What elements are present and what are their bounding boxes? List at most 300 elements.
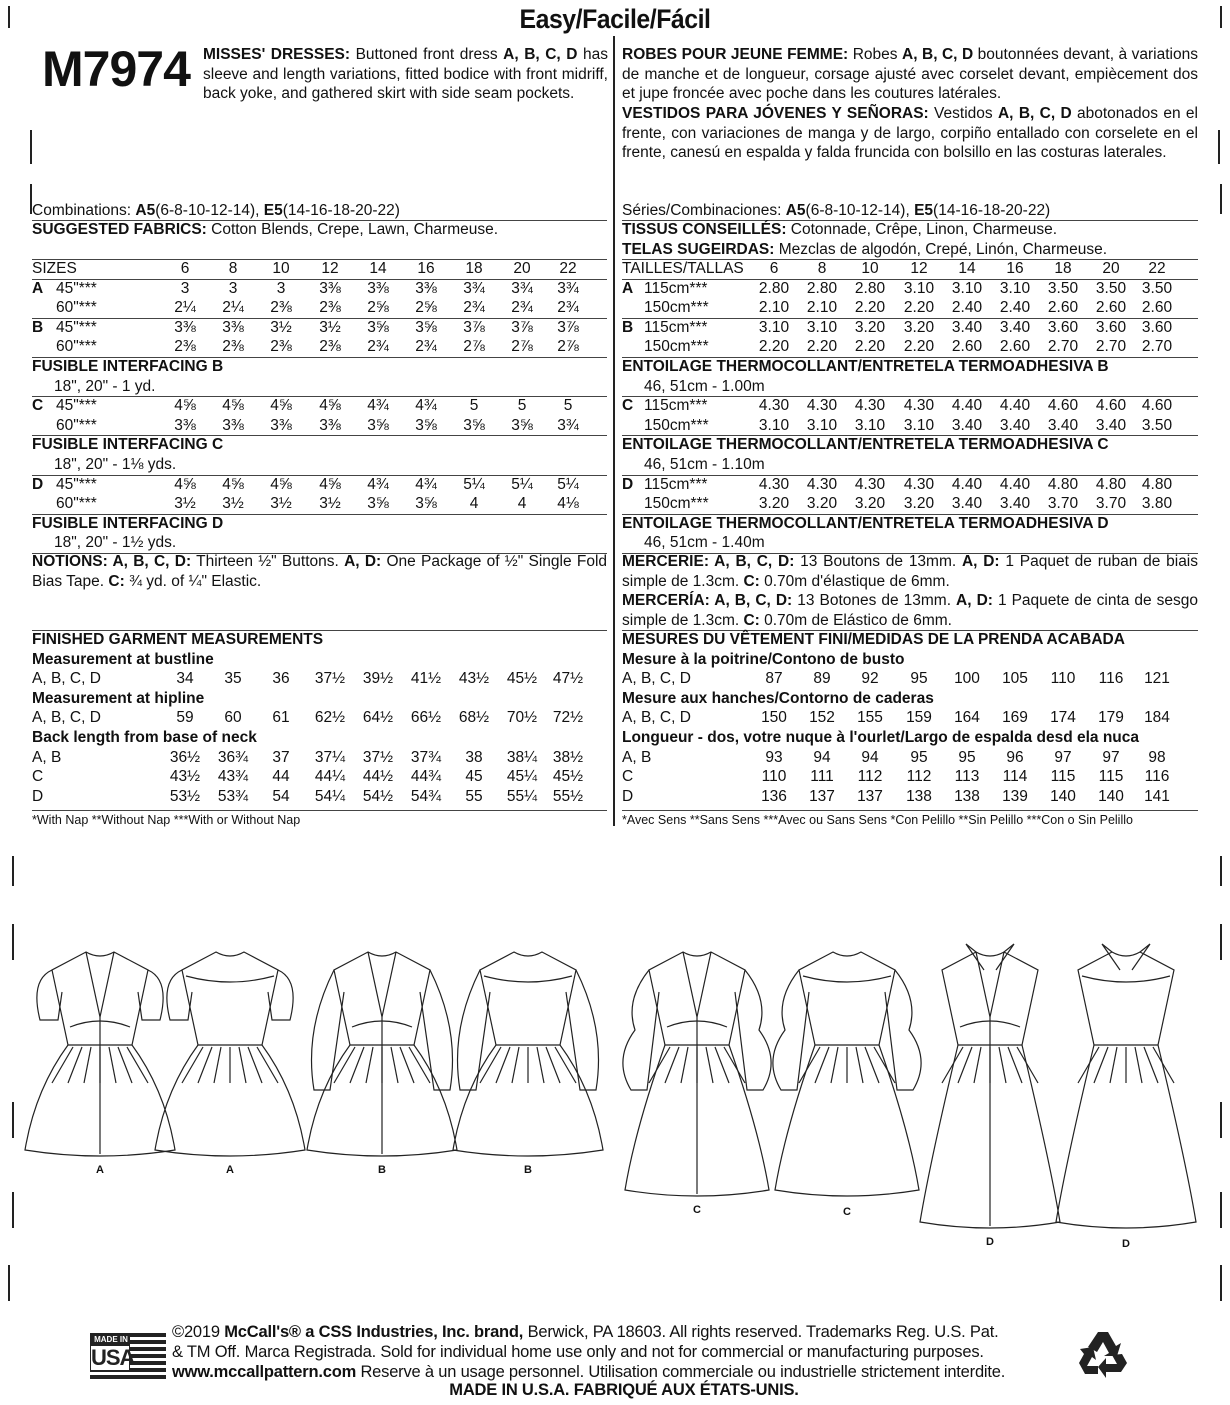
yardage-value: 4.40: [999, 475, 1031, 493]
measurement-value: 36: [272, 670, 290, 688]
interfacing-label-row: [32, 357, 607, 377]
measurement-value: 121: [1144, 670, 1170, 688]
measurement-value: 138: [906, 787, 932, 805]
measurement-value: 115: [1050, 768, 1076, 786]
notions-text-part: 1 Paquet de ruban de biais simple de 1.3cm.: [622, 553, 1199, 590]
yardage-value: 3½: [270, 318, 292, 336]
measurement-value: 87: [765, 670, 783, 688]
notions-text-part: 0.70m d'élastique de 6mm.: [759, 572, 950, 590]
yardage-value: 3.40: [951, 416, 983, 434]
notions-text-part: 13 Boutons de 13mm.: [794, 553, 962, 570]
sleeve-right: [885, 970, 921, 1090]
sizes-header-row: [622, 259, 1198, 279]
sleeve-left: [312, 970, 345, 1090]
measurement-value: 115: [1098, 768, 1124, 786]
skirt-gather: [512, 1047, 519, 1083]
size-value: 8: [817, 260, 827, 277]
yardage-row: [622, 298, 1198, 318]
yardage-value: 3⅝: [415, 416, 437, 434]
nap-note-row: [622, 811, 1198, 831]
yardage-value: 2⅞: [463, 338, 485, 356]
yardage-value: 3¾: [557, 279, 579, 297]
measurement-value: 113: [954, 768, 980, 786]
copyright-year: ©2019: [172, 1323, 225, 1341]
measurement-views: A, B, C, D: [32, 670, 101, 688]
measurement-value: 61: [272, 709, 290, 727]
garment-illustrations: [0, 940, 1230, 1260]
skirt-gather: [109, 1047, 116, 1083]
description-text: Robes: [848, 46, 902, 63]
measurement-value: 94: [861, 748, 879, 766]
combo-a: A5: [135, 202, 156, 219]
yardage-value: 2⅝: [367, 299, 389, 317]
measurement-value: 138: [954, 787, 980, 805]
measurement-row: [32, 767, 607, 787]
view-label: C: [693, 1204, 701, 1216]
yardage-value: 2.80: [806, 279, 838, 297]
measurement-value: 89: [813, 670, 831, 688]
skirt-gather: [1135, 1047, 1142, 1083]
measurement-value: 70½: [506, 709, 538, 727]
yardage-value: 3.10: [903, 416, 935, 434]
yardage-value: 2.60: [951, 338, 983, 356]
size-value: 16: [417, 260, 435, 277]
measurement-value: 45½: [506, 670, 538, 688]
yardage-value: 2¾: [463, 299, 485, 317]
yardage-value: 3.40: [999, 318, 1031, 336]
yardage-value: 2⅜: [270, 338, 292, 356]
yardage-value: 4.80: [1047, 475, 1079, 493]
measurement-value: 44: [272, 768, 290, 786]
yardage-value: 2.80: [854, 279, 886, 297]
description-views: A, B, C, D: [997, 105, 1072, 122]
measurement-value: 93: [765, 748, 783, 766]
yardage-value: 4⅝: [222, 475, 244, 493]
measurement-label-row: [32, 728, 607, 748]
sleeve-left: [623, 970, 659, 1090]
yardage-value: 2¾: [511, 299, 533, 317]
column-divider: [613, 36, 615, 826]
yardage-value: 3: [276, 279, 286, 297]
yardage-value: 3.40: [1047, 416, 1079, 434]
yardage-row: [32, 318, 607, 338]
measurement-value: 95: [910, 748, 928, 766]
size-value: 14: [369, 260, 387, 277]
description-title: VESTIDOS PARA JÓVENES Y SEÑORAS:: [622, 105, 929, 122]
interfacing-amount-row: [32, 377, 607, 397]
yardage-value: 3.20: [854, 318, 886, 336]
sleeve-left: [773, 970, 809, 1090]
size-value: 10: [272, 260, 290, 277]
combo-e-sizes: (14-16-18-20-22): [282, 202, 400, 219]
notions-text-part: 0.70m de Elástico de 6mm.: [759, 611, 952, 629]
skirt-gather: [84, 1047, 91, 1083]
sleeve-right: [420, 970, 453, 1090]
measurement-row: [622, 708, 1198, 728]
measurement-value: 92: [861, 670, 879, 688]
yardage-value: 3⅜: [415, 279, 437, 297]
combinations-label: Combinations:: [32, 202, 136, 219]
yardage-value: 2.10: [758, 299, 790, 317]
skirt-gather: [214, 1047, 221, 1083]
yardage-value: 3.20: [758, 495, 790, 513]
notions-views: C:: [743, 572, 760, 590]
yardage-row: [622, 337, 1198, 357]
yardage-value: 3⅝: [367, 495, 389, 513]
yardage-value: 2.20: [854, 338, 886, 356]
measurement-row: [32, 708, 607, 728]
fabric-width: 60"***: [56, 495, 97, 513]
fabrics-label: SUGGESTED FABRICS:: [32, 221, 207, 238]
measurement-value: 116: [1098, 670, 1124, 688]
fabrics-line-es: [622, 240, 1198, 260]
yardage-value: 3.10: [806, 318, 838, 336]
measurement-label: Longueur - dos, votre nuque à l'ourlet/Largo de espalda desd ela nuca: [622, 729, 1139, 746]
yardage-value: 4.80: [1141, 475, 1173, 493]
yardage-row: [32, 396, 607, 416]
description-english: [203, 45, 608, 104]
fabric-width: 45"***: [56, 397, 97, 415]
yardage-value: 4: [469, 495, 479, 513]
collar: [966, 944, 984, 970]
notions-views: A, D:: [344, 553, 382, 570]
yardage-value: 4⅝: [270, 397, 292, 415]
yardage-value: 3.70: [1047, 495, 1079, 513]
fabric-width: 60"***: [56, 338, 97, 356]
skirt-gather: [537, 1047, 544, 1083]
yardage-value: 5¼: [511, 475, 533, 493]
size-value: 8: [228, 260, 238, 277]
yardage-value: 2.20: [854, 299, 886, 317]
measurement-value: 54¼: [314, 787, 346, 805]
notions-text: [32, 552, 607, 591]
fabric-width: 45"***: [56, 318, 97, 336]
yardage-value: 4.30: [758, 475, 790, 493]
measurement-value: 68½: [458, 709, 490, 727]
sleeve-right: [735, 970, 771, 1090]
yardage-value: 4.30: [903, 397, 935, 415]
measurement-row: [622, 787, 1198, 807]
yardage-value: 5: [517, 397, 527, 415]
yardage-value: 2¾: [557, 299, 579, 317]
sleeve-left: [167, 970, 192, 1020]
measurements-title-row: [622, 630, 1198, 650]
v-neckline: [86, 952, 114, 1017]
measurement-value: 36¾: [217, 748, 249, 766]
yardage-value: 3¾: [463, 279, 485, 297]
yardage-value: 3⅜: [270, 416, 292, 434]
yardage-value: 3⅝: [367, 416, 389, 434]
yardage-value: 2⅜: [174, 338, 196, 356]
notions-views: A, D:: [956, 592, 993, 609]
measurement-label-row: [622, 650, 1198, 670]
yardage-value: 3.10: [999, 279, 1031, 297]
yardage-value: 5¼: [557, 475, 579, 493]
notions-text-part: 13 Botones de 13mm.: [792, 592, 957, 609]
measurement-value: 43½: [169, 768, 201, 786]
yardage-row: [622, 494, 1198, 514]
measurement-value: 64½: [362, 709, 394, 727]
fabrics-text: Cotonnade, Crêpe, Linon, Charmeuse.: [786, 221, 1058, 238]
nap-note-row: [32, 811, 607, 831]
view-letter: B: [32, 318, 44, 336]
size-value: 6: [769, 260, 779, 277]
yardage-value: 2.60: [1141, 299, 1173, 317]
size-value: 20: [513, 260, 531, 277]
size-value: 6: [180, 260, 190, 277]
view-letter: D: [622, 475, 634, 493]
description-text: abotonados en el frente, con variaciones de manga y de largo, corpiño entallado con corselete en el frente, canesú en espalda y falda fruncida con bolsillo en las costuras laterales.: [622, 105, 1198, 162]
back-yoke: [1082, 976, 1170, 982]
measurement-value: 95: [958, 748, 976, 766]
website-link[interactable]: www.mccallpattern.com: [172, 1363, 357, 1381]
yardage-value: 3⅝: [415, 318, 437, 336]
description-title: MISSES' DRESSES:: [203, 46, 351, 63]
view-letter: A: [32, 279, 44, 297]
yardage-value: 3⅜: [174, 318, 196, 336]
combo-e-sizes: (14-16-18-20-22): [933, 202, 1051, 219]
usa-label: USA: [91, 1345, 135, 1370]
v-neckline: [976, 952, 1004, 1017]
measurement-value: 140: [1098, 787, 1124, 805]
description-french: [622, 45, 1198, 104]
measurement-value: 140: [1050, 787, 1076, 805]
yardage-value: 2⅜: [319, 338, 341, 356]
yardage-value: 4.30: [854, 475, 886, 493]
measurement-value: 39½: [362, 670, 394, 688]
dress-bodice: [182, 952, 278, 1045]
measurement-row: [32, 748, 607, 768]
measurement-views: A, B, C, D: [32, 709, 101, 727]
size-value: 16: [1006, 260, 1024, 277]
view-letter: C: [622, 397, 634, 415]
fabric-width: 45"***: [56, 475, 97, 493]
description-views: A, B, C, D: [902, 46, 974, 63]
notions-text-part: 1 Paquete de cinta de sesgo simple de 1.3cm.: [622, 592, 1199, 629]
measurement-value: 37¾: [410, 748, 442, 766]
measurement-label-row: [32, 689, 607, 709]
measurement-value: 112: [857, 768, 883, 786]
yardage-value: 3⅞: [511, 318, 533, 336]
skirt-gather: [239, 1047, 246, 1083]
measurement-value: 54½: [362, 787, 394, 805]
yardage-value: 2.70: [1141, 338, 1173, 356]
yardage-row: [622, 318, 1198, 338]
description-title: ROBES POUR JEUNE FEMME:: [622, 46, 849, 63]
measurement-views: A, B, C, D: [622, 670, 691, 688]
yardage-value: 2⅜: [270, 299, 292, 317]
fabric-width: 115cm***: [644, 397, 708, 415]
yardage-value: 3½: [222, 495, 244, 513]
measurement-views: A, B: [32, 748, 62, 766]
skirt-gather: [1110, 1047, 1117, 1083]
notions-views: A, D:: [961, 553, 1000, 570]
yardage-value: 2.60: [999, 338, 1031, 356]
yardage-value: 5: [563, 397, 573, 415]
fabric-width: 115cm***: [644, 318, 708, 336]
yardage-value: 4.60: [1095, 397, 1127, 415]
yardage-value: 4.40: [999, 397, 1031, 415]
yardage-value: 2.70: [1047, 338, 1079, 356]
measurement-value: 94: [813, 748, 831, 766]
yardage-value: 4⅝: [270, 475, 292, 493]
v-neckline: [368, 952, 396, 1017]
made-in-line: [0, 1380, 1230, 1400]
yardage-value: 3.10: [951, 279, 983, 297]
v-neckline: [683, 952, 711, 1017]
yardage-value: 3⅞: [463, 318, 485, 336]
interfacing-amount-row: [32, 533, 607, 553]
yardage-value: 3: [228, 279, 238, 297]
combo-e: E5: [914, 202, 934, 219]
yardage-value: 2⅜: [319, 299, 341, 317]
yardage-value: 2¼: [222, 299, 244, 317]
yardage-value: 3⅝: [367, 318, 389, 336]
size-value: 22: [559, 260, 577, 277]
view-label: D: [986, 1236, 994, 1248]
combo-a-sizes: (6-8-10-12-14),: [155, 202, 264, 219]
fabric-width: 150cm***: [644, 338, 709, 356]
yardage-value: 3.50: [1047, 279, 1079, 297]
measurement-value: 97: [1054, 748, 1072, 766]
yardage-row: [32, 337, 607, 357]
yardage-row: [32, 298, 607, 318]
view-letter: B: [622, 318, 634, 336]
yardage-row: [32, 416, 607, 436]
measurement-value: 44¾: [410, 768, 442, 786]
yardage-value: 2⅞: [511, 338, 533, 356]
interfacing-amount: 18", 20" - 1½ yds.: [54, 534, 177, 552]
yardage-value: 2.20: [758, 338, 790, 356]
yardage-value: 3½: [319, 495, 341, 513]
measurement-row: [622, 767, 1198, 787]
measurement-label: Mesure aux hanches/Contorno de caderas: [622, 689, 934, 707]
measurement-value: 72½: [552, 709, 584, 727]
yardage-value: 3.60: [1047, 318, 1079, 336]
yardage-value: 3.60: [1095, 318, 1127, 336]
measurement-value: 41½: [410, 670, 442, 688]
description-text: boutonnées devant, à variations de manche et de longueur, corsage ajusté avec corselet devant, empiècement dos et jupe froncée avec poche dans les coutures latérales.: [622, 46, 1198, 103]
measurement-value: 60: [224, 709, 242, 727]
sleeve-left: [458, 970, 491, 1090]
measurement-value: 54¾: [410, 787, 442, 805]
measurement-value: 114: [1002, 768, 1028, 786]
yardage-value: 2.80: [758, 279, 790, 297]
yardage-value: 3⅜: [319, 416, 341, 434]
measurement-value: 55¼: [506, 787, 538, 805]
measurement-views: D: [622, 787, 634, 805]
measurement-row: [622, 748, 1198, 768]
yardage-value: 2.20: [806, 338, 838, 356]
notions-label: MERCERIE: A, B, C, D:: [622, 553, 795, 570]
back-yoke: [484, 976, 572, 982]
brand-name: McCall's® a CSS Industries, Inc. brand,: [224, 1323, 524, 1341]
notions-views: C:: [108, 572, 125, 590]
yardage-value: 3.50: [1141, 279, 1173, 297]
yardage-value: 3½: [319, 318, 341, 336]
yardage-value: 3.20: [903, 318, 935, 336]
yardage-value: 3⅞: [557, 318, 579, 336]
yardage-row: [32, 279, 607, 299]
copyright-line-3: [172, 1362, 1005, 1382]
yardage-value: 3.50: [1095, 279, 1127, 297]
view-letter: A: [622, 279, 634, 297]
measurement-value: 38: [465, 748, 483, 766]
yardage-value: 4¾: [367, 397, 389, 415]
description-text: has sleeve and length variations, fitted bodice with front midriff, back yoke, and gathered skirt with side seam pockets.: [203, 46, 608, 103]
yardage-value: 3½: [174, 495, 196, 513]
dress-bodice: [1078, 952, 1174, 1045]
yardage-value: 3.20: [903, 495, 935, 513]
sizes-label: SIZES: [32, 260, 77, 277]
copyright-line-1: [172, 1322, 999, 1342]
yardage-value: 2⅝: [415, 299, 437, 317]
yardage-value: 3.10: [806, 416, 838, 434]
measurement-value: 164: [954, 709, 980, 727]
fabric-width: 60"***: [56, 416, 97, 434]
fabric-width: 60"***: [56, 299, 97, 317]
nap-note: *With Nap **Without Nap ***With or Without Nap: [32, 813, 301, 828]
fabrics-text: Cotton Blends, Crepe, Lawn, Charmeuse.: [206, 221, 499, 238]
yardage-value: 4⅝: [174, 475, 196, 493]
edge-mark: [12, 856, 14, 886]
measurement-views: C: [32, 768, 44, 786]
skirt-gather: [974, 1047, 981, 1083]
edge-mark: [8, 6, 10, 28]
yardage-value: 3⅜: [319, 279, 341, 297]
measurement-value: 44¼: [314, 768, 346, 786]
measurement-row: [32, 787, 607, 807]
yardage-value: 4.30: [758, 397, 790, 415]
skirt-gather: [856, 1047, 863, 1083]
edge-mark: [8, 1265, 10, 1301]
description-spanish: [622, 104, 1198, 163]
yardage-value: 3.40: [999, 416, 1031, 434]
size-value: 12: [321, 260, 339, 277]
combinations-line: [32, 201, 607, 221]
yardage-row: [32, 475, 607, 495]
measurement-value: 100: [954, 670, 980, 688]
skirt-gather: [391, 1047, 398, 1083]
yardage-value: 5¼: [463, 475, 485, 493]
nap-note: *Avec Sens **Sans Sens ***Avec ou Sans Sens *Con Pelillo **Sin Pelillo ***Con o Sin Pelillo: [622, 813, 1133, 828]
measurement-value: 95: [910, 670, 928, 688]
measurements-title: MESURES DU VÊTEMENT FINI/MEDIDAS DE LA PRENDA ACABADA: [622, 631, 1125, 648]
yardage-value: 3.10: [758, 416, 790, 434]
interfacing-amount-row: [622, 455, 1198, 475]
copyright-text: Berwick, PA 18603. All rights reserved. Trademarks Reg. U.S. Pat.: [523, 1323, 999, 1341]
interfacing-label: ENTOILAGE THERMOCOLLANT/ENTRETELA TERMOADHESIVA D: [622, 514, 1109, 532]
view-label: B: [378, 1164, 386, 1176]
yardage-row: [622, 475, 1198, 495]
copyright-line-2: [172, 1342, 984, 1362]
measurement-value: 111: [810, 768, 834, 786]
measurement-value: 179: [1098, 709, 1124, 727]
measurement-label-row: [622, 689, 1198, 709]
view-letter: D: [32, 475, 44, 493]
interfacing-amount: 18", 20" - 1 yd.: [54, 377, 156, 395]
measurement-value: 110: [1050, 670, 1076, 688]
edge-mark: [1220, 6, 1222, 28]
measurement-value: 36½: [169, 748, 201, 766]
view-label: A: [96, 1164, 104, 1176]
yardage-row: [32, 494, 607, 514]
yardage-row: [622, 279, 1198, 299]
measurement-value: 34: [176, 670, 194, 688]
yardage-value: 3.60: [1141, 318, 1173, 336]
yardage-value: 4.60: [1141, 397, 1173, 415]
fabrics-label: TISSUS CONSEILLÉS:: [622, 221, 787, 238]
